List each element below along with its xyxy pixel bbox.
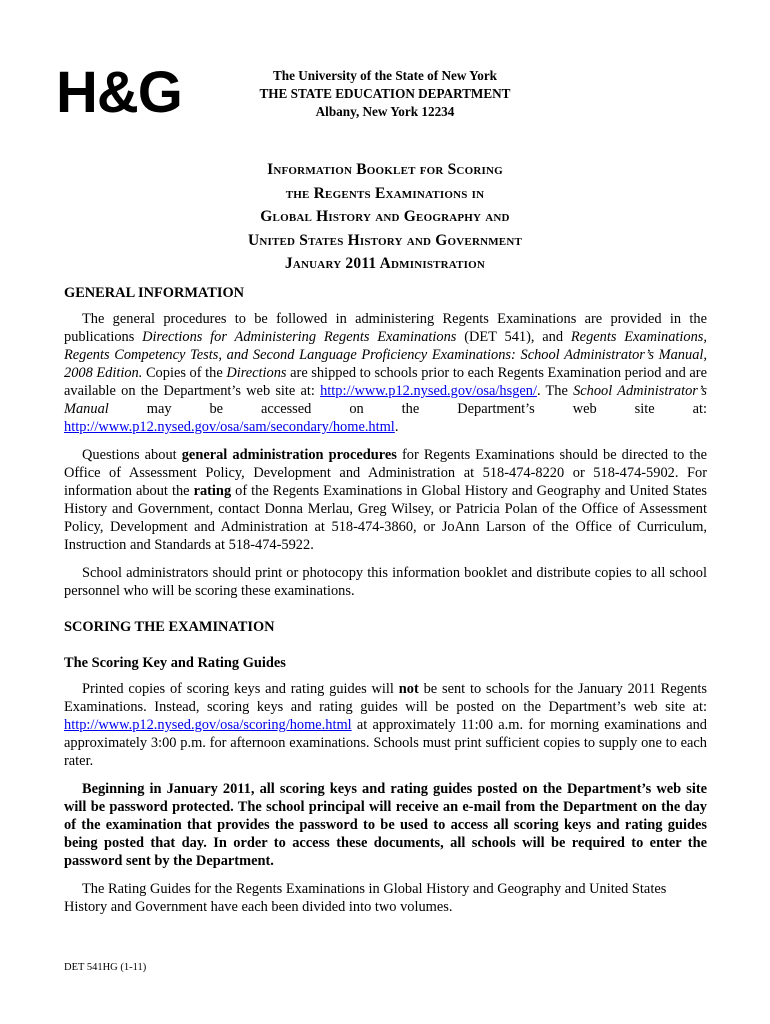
scoring-key-subheading: The Scoring Key and Rating Guides (64, 655, 286, 671)
agency-line-3: Albany, New York 12234 (315, 104, 455, 119)
general-info-heading: GENERAL INFORMATION (64, 285, 245, 301)
main-content (64, 284, 707, 916)
footer-code: DET 541HG (1-11) (64, 962, 147, 973)
title-line-1: Information Booklet for Scoring (267, 161, 503, 178)
title-line-2: the Regents Examinations in (285, 184, 485, 202)
title-line-3: Global History and Geography and (260, 208, 510, 225)
hsgen-link[interactable]: http://www.p12.nysed.gov/osa/hsgen/ (320, 383, 537, 399)
sam-link[interactable]: http://www.p12.nysed.gov/osa/sam/secondary/home.html (64, 419, 395, 435)
general-paragraph-2: Questions about general administration procedures for Regents Examinations should be directed to the Office of Assessment Policy, Development and Administration at 518-474-8220 or 518-474-5902. For information about the rating of the Regents Examinations in Global History and Geography and United States History and Government, contact Donna Merlau, Greg Wilsey, or Patricia Polan of the Office of Assessment Policy, Development and Administration at 518-474-3860, or JoAnn Larson of the Office of Curriculum, Instruction and Standards at 518-474-5922. (64, 447, 707, 553)
general-paragraph-1: The general procedures to be followed in administering Regents Examinations are provided in the publications Directions for Administering Regents Examinations (DET 541), and Regents Examinations, Regents Competency Tests, and Second Language Proficiency Examinations: School Administrator’s Manual, 2008 Edition. Copies of the Directions are shipped to schools prior to each Regents Examination period and are available on the Department’s web site at: http://www.p12.nysed.gov/osa/hsgen/. The School Administrator’s Manual may be accessed on the Department’s web site at: http://www.p12.nysed.gov/osa/sam/secondary/home.html. (64, 311, 707, 435)
scoring-paragraph-2: Beginning in January 2011, all scoring keys and rating guides posted on the Department’s web site will be password protected. The school principal will receive an e-mail from the Department on the day of the examination that provides the password to be used to access all scoring keys and rating guides being posted that day. In order to access these documents, all schools will be required to enter the password sent by the Department. (64, 781, 707, 869)
scoring-paragraph-1: Printed copies of scoring keys and rating guides will not be sent to schools for the January 2011 Regents Examinations. Instead, scoring keys and rating guides will be posted on the Department’s web site at: http://www.p12.nysed.gov/osa/scoring/home.html at approximately 11:00 a.m. for morning examinations and approximately 3:00 p.m. for afternoon examinations. Schools must print sufficient copies to supply one to each rater. (64, 681, 708, 769)
general-paragraph-3: School administrators should print or photocopy this information booklet and distribute copies to all school personnel who will be scoring these examinations. (64, 565, 707, 599)
scoring-paragraph-3: The Rating Guides for the Regents Examinations in Global History and Geography and United States History and Government have each been divided into two volumes. (64, 881, 667, 915)
agency-line-1: The University of the State of New York (272, 68, 498, 83)
scoring-heading: SCORING THE EXAMINATION (64, 619, 275, 635)
document-title (100, 158, 670, 276)
scoring-link[interactable]: http://www.p12.nysed.gov/osa/scoring/home.html (64, 717, 352, 733)
title-line-5: January 2011 Administration (284, 255, 486, 272)
title-line-4: United States History and Government (247, 231, 523, 249)
hg-logo: H&G (56, 60, 182, 125)
agency-block (240, 67, 530, 121)
agency-line-2: THE STATE EDUCATION DEPARTMENT (259, 86, 511, 101)
